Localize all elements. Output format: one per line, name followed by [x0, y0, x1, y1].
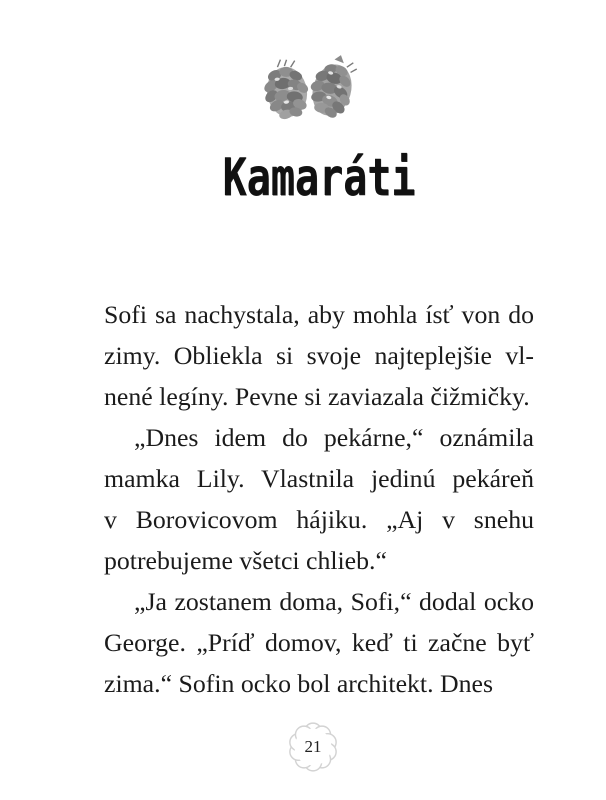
text-line: zimy. Obliekla si svoje najteplejšie vl- [104, 341, 534, 370]
text-line: „Ja zostanem doma, Sofi,“ dodal ocko [134, 587, 534, 616]
text-line: nené legíny. Pevne si zaviazala čižmičky. [104, 382, 530, 411]
story-text [104, 294, 534, 704]
paragraph [104, 294, 534, 417]
text-line: Sofi sa nachystala, aby mohla ísť von do [104, 300, 534, 329]
text-line: potrebujeme všetci chlieb.“ [104, 546, 387, 575]
paragraph [104, 581, 534, 704]
text-line: George. „Príď domov, keď ti začne byť [104, 628, 534, 657]
text-line: „Dnes idem do pekárne,“ oznámila [134, 423, 534, 452]
text-line: mamka Lily. Vlastnila jedinú pekáreň [104, 464, 534, 493]
paragraph [104, 417, 534, 581]
page-number-ornament [286, 720, 340, 774]
page-number: 21 [304, 737, 322, 756]
text-line: v Borovicovom hájiku. „Aj v snehu [104, 505, 534, 534]
chapter-title: Kamaráti [222, 148, 416, 208]
pinecones-icon [259, 50, 363, 124]
text-line: zima.“ Sofin ocko bol architekt. Dnes [104, 669, 493, 698]
